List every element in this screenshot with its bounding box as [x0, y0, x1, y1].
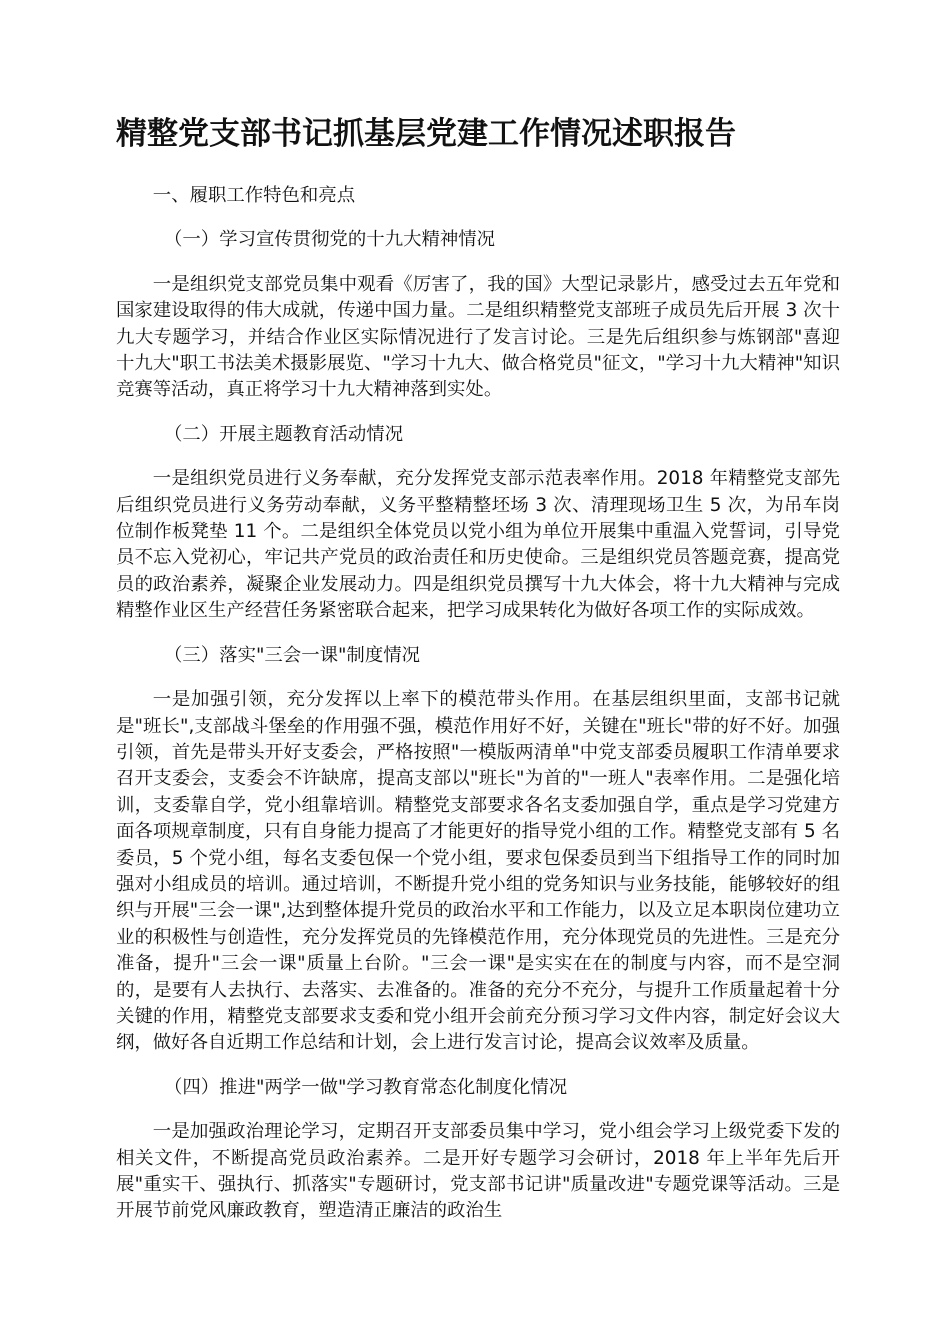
paragraph: 一是组织党员进行义务奉献，充分发挥党支部示范表率作用。2018 年精整党支部先后组织党员进行义务劳动奉献，义务平整精整坯场 3 次、清理现场卫生 5 次，为吊车岗位制作板凳垫 11 个。二是组织全体党员以党小组为单位开展集中重温入党誓词，引导党员不忘入党初心，牢记共产党员的政治责任和历史使命。三是组织党员答题竞赛，提高党员的政治素养，凝聚企业发展动力。四是组织党员撰写十九大体会，将十九大精神与完成精整作业区生产经营任务紧密联合起来，把学习成果转化为做好各项工作的实际成效。 [116, 468, 840, 622]
paragraph: 一是加强政治理论学习，定期召开支部委员集中学习，党小组会学习上级党委下发的相关文件，不断提高党员政治素养。二是开好专题学习会研讨，2018 年上半年先后开展"重实干、强执行、抓落实"专题研讨，党支部书记讲"质量改进"专题党课等活动。三是开展节前党风廉政教育，塑造清正廉洁的政治生 [116, 1121, 840, 1222]
subsection-heading: （二）开展主题教育活动情况 [164, 423, 404, 445]
document-body [116, 183, 840, 1225]
document-title: 精整党支部书记抓基层党建工作情况述职报告 [116, 116, 736, 152]
section-heading: 一、履职工作特色和亮点 [152, 185, 356, 206]
subsection-heading: （三）落实"三会一课"制度情况 [164, 644, 420, 666]
paragraph: 一是加强引领，充分发挥以上率下的模范带头作用。在基层组织里面，支部书记就是"班长",支部战斗堡垒的作用强不强，模范作用好不好，关键在"班长"带的好不好。加强引领，首先是带头开好支委会，严格按照"一模版两清单"中党支部委员履职工作清单要求召开支委会，支委会不许缺席，提高支部以"班长"为首的"一班人"表率作用。二是强化培训，支委靠自学，党小组靠培训。精整党支部要求各名支委加强自学，重点是学习党建方面各项规章制度，只有自身能力提高了才能更好的指导党小组的工作。精整党支部有 5 名委员，5 个党小组，每名支委包保一个党小组，要求包保委员到当下组指导工作的同时加强对小组成员的培训。通过培训，不断提升党小组的党务知识与业务技能，能够较好的组织与开展"三会一课",达到整体提升党员的政治水平和工作能力，以及立足本职岗位建功立业的积极性与创造性，充分发挥党员的先锋模范作用，充分体现党员的先进性。三是充分准备，提升"三会一课"质量上台阶。"三会一课"是实实在在的制度与内容，而不是空洞的，是要有人去执行、去落实、去准备的。准备的充分不充分，与提升工作质量起着十分关键的作用，精整党支部要求支委和党小组开会前充分预习学习文件内容，制定好会议大纲，做好各自近期工作总结和计划，会上进行发言讨论，提高会议效率及质量。 [116, 689, 840, 1054]
subsection-heading: （四）推进"两学一做"学习教育常态化制度化情况 [164, 1076, 568, 1098]
subsection-heading: （一）学习宣传贯彻党的十九大精神情况 [164, 229, 496, 251]
paragraph: 一是组织党支部党员集中观看《厉害了，我的国》大型记录影片，感受过去五年党和国家建设取得的伟大成就，传递中国力量。二是组织精整党支部班子成员先后开展 3 次十九大专题学习，并结合作业区实际情况进行了发言讨论。三是先后组织参与炼钢部"喜迎十九大"职工书法美术摄影展览、"学习十九大、做合格党员"征文，"学习十九大精神"知识竞赛等活动，真正将学习十九大精神落到实处。 [116, 273, 840, 401]
